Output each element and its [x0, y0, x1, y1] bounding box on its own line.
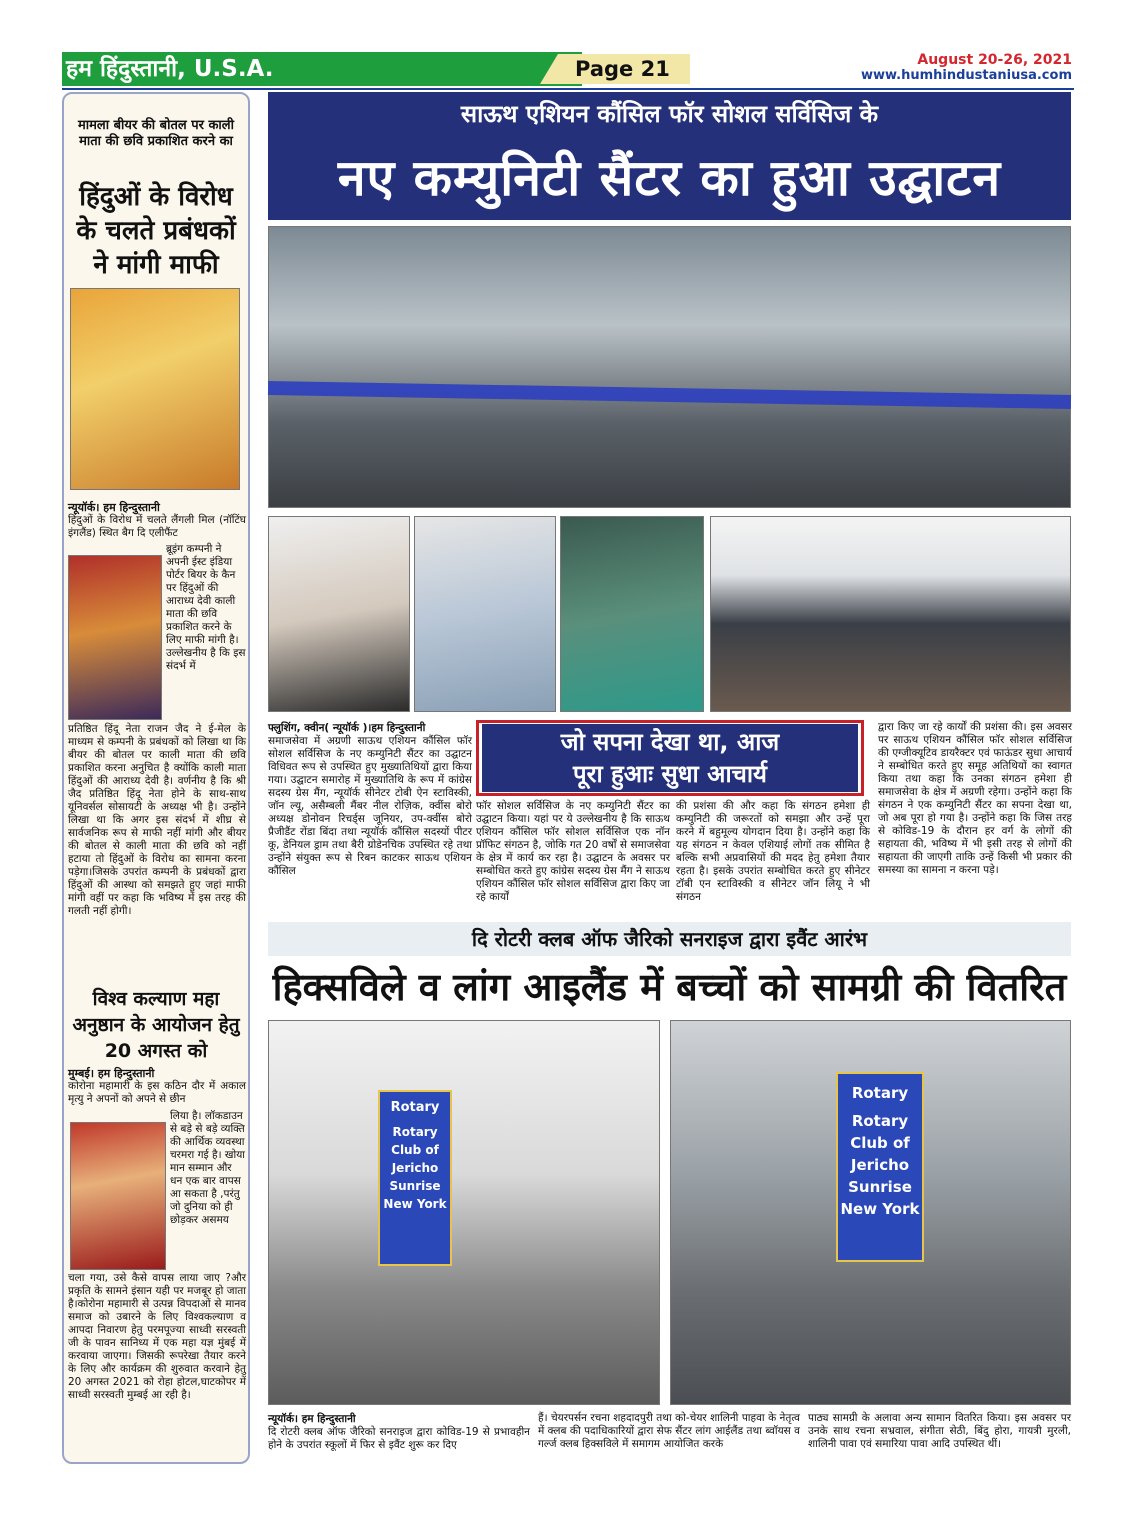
rotary-kicker: दि रोटरी क्लब ऑफ जैरिको सनराइज द्वारा इवैंट आरंभ: [268, 922, 1071, 956]
rotary-dateline: न्यूयॉर्क। हम हिन्दुस्तानी: [268, 1413, 356, 1425]
story2-body-intro: कोरोना महामारी के इस कठिन दौर में अकाल मृत्यु ने अपनों को अपने से छीन: [68, 1080, 246, 1105]
rotary-banner-left: [378, 1090, 452, 1266]
pullquote-line1: जो सपना देखा था, आज: [560, 728, 780, 756]
rotary-photo-left: [268, 1020, 660, 1405]
story1-deck: मामला बीयर की बोतल पर काली माता की छवि प्रकाशित करने का: [78, 118, 234, 149]
story2-headline: विश्व कल्याण महा अनुष्ठान के आयोजन हेतु 20 अगस्त को: [72, 988, 240, 1062]
issue-date: August 20-26, 2021: [917, 52, 1072, 68]
main-story-col3: की प्रशंसा की और कहा कि संगठन हमेशा ही कम्युनिटी की जरूरतों को समझा और उन्हें पूरा करने में बहुमूल्य योगदान दिया है। उन्होंने कहा कि यह संगठन न केवल एशियाई लोगों तक सीमित है बल्कि सभी अप्रवासियों की मदद हेतु हमेशा तैयार रहता है। इसके उपरांत सम्बोधित करते हुए सीनेटर टॉबी एन स्टाविस्की व सीनेटर जॉन लियू ने भी संगठन: [676, 800, 870, 903]
story1-body-main: प्रतिष्ठित हिंदू नेता राजन जैद ने ई-मेल के माध्यम से कम्पनी के प्रबंधकों को लिखा था कि बीयर की बोतल पर काली माता की छवि प्रकाशित करना अनुचित है क्योंकि काली माता हिंदुओं की आराध्य देवी है। वर्णनीय है कि श्री जैद प्रतिष्ठित हिंदू नेता होने के साथ-साथ यूनिवर्सल सोसायटी के अध्यक्ष भी है। उन्होंने लिखा था कि अगर इस संदर्भ में शीघ्र से सार्वजनिक रूप से माफी नहीं मांगी और बीयर की बोतल से काली माता की छवि को नहीं हटाया तो हिंदुओं के विरोध का सामना करना पड़ेगा।जिसके उपरांत कम्पनी के प्रबंधकों द्वारा हिंदुओं की आस्था को समझते हुए जहां माफी मांगी वहीं पर कहा कि भविष्य में इस तरह की गलती नहीं होगी।: [68, 723, 246, 917]
story1-dateline: न्यूयॉर्क। हम हिन्दुस्तानी: [68, 501, 160, 514]
speaker-photo-2: [414, 516, 556, 712]
rotary-banner-text: Rotary Club of Jericho Sunrise New York: [840, 1112, 920, 1218]
rotary-banner-right: [836, 1072, 924, 1262]
story1-body-wrap: ब्रूइंग कम्पनी ने अपनी ईस्ट इंडिया पोर्टर बियर के कैन पर हिंदुओं की आराध्य देवी काली माता की छवि प्रकाशित करने के लिए माफी मांगी है। उल्लेखनीय है कि इस संदर्भ में: [166, 543, 246, 672]
speaker-photo-3: [560, 516, 704, 712]
rotary-headline: हिक्सविले व लांग आइलैंड में बच्चों को सामग्री की वितरित: [272, 965, 1067, 1009]
story2-body-main: चला गया, उसे कैसे वापस लाया जाए ?और प्रकृति के सामने इंसान यही पर मजबूर हो जाता है।कोरोना महामारी से उत्पन्न विपदाओं से मानव समाज को उबारने के लिए विश्वकल्याण व आपदा निवारण हेतु परमपूज्या साध्वी सरस्वती जी के पावन सानिध्य में एक महा यज्ञ मुंबई में करवाया जाएगा। जिसकी रूपरेखा तैयार करने के लिए और कार्यक्रम की शुरुवात करवाने हेतु 20 अगस्त 2021 को रोहा होटल,घाटकोपर में साध्वी सरस्वती मुम्बई आ रही है।: [68, 1272, 246, 1401]
speaker-photo-1: [268, 516, 410, 712]
portrait-photo-sadhvi: [70, 1122, 166, 1270]
story2-dateline: मुम्बई। हम हिन्दुस्तानी: [68, 1067, 155, 1080]
website-link[interactable]: www.humhindustaniusa.com: [860, 68, 1072, 83]
rotary-col1: दि रोटरी क्लब ऑफ जैरिको सनराइज द्वारा कोविड-19 से प्रभावहीन होने के उपरांत स्कूलों में फिर से इवैंट शुरू कर दिए: [268, 1426, 530, 1451]
main-story-col4: द्वारा किए जा रहे कार्यों की प्रशंसा की। इस अवसर पर साऊथ एशियन कौंसिल फॉर सोशल सर्विसिज की एग्जीक्यूटिव डायरैक्टर एवं फाऊंडर सुधा आचार्य ने सम्बोधित करते हुए समूह अतिथियों का स्वागत किया तथा कहा कि उनका संगठन हमेशा ही समाजसेवा के क्षेत्र में अग्रणी रहेगा। उन्होंने कहा कि संगठन ने एक कम्युनिटी सैंटर का सपना देखा था, जो अब पूरा हो गया है। उन्होंने कहा कि जिस तरह से कोविड-19 के दौरान हर वर्ग के लोगों की सहायता की, भविष्य में भी इसी तरह से लोगों की सहायता की जाएगी ताकि उन्हें किसी भी प्रकार की समस्या का सामना न करना पड़े।: [878, 721, 1072, 876]
newspaper-brand: हम हिंदुस्तानी, U.S.A.: [66, 56, 274, 82]
page-number: Page 21: [575, 57, 670, 81]
beer-can-photo: [68, 555, 162, 720]
rotary-logo-text: Rotary: [851, 1084, 909, 1102]
community-center-building-photo: [710, 516, 1071, 712]
story1-headline: हिंदुओं के विरोध के चलते प्रबंधकों ने मांगी माफी: [76, 182, 236, 280]
main-story-col2: फॉर सोशल सर्विसिज के नए कम्युनिटी सैंटर का उद्घाटन किया। यहां पर ये उल्लेखनीय है कि साऊथ एशियन कौंसिल फॉर सोशल सर्विसिज एक नॉन प्रॉफिट संगठन है, जोकि गत 20 वर्षों से समाजसेवा के क्षेत्र में कार्य कर रहा है। उद्घाटन के अवसर पर सम्बोधित करते हुए कांग्रेस सदस्य ग्रेस मैंग ने साऊथ एशियन कौंसिल फॉर सोशल सर्विसिज द्वारा किए जा रहे कार्यों: [476, 800, 670, 903]
story2-body-wrap: लिया है। लॉकडाउन से बड़े से बड़े व्यक्ति की आर्थिक व्यवस्था चरमरा गई है। खोया मान सम्मान और धन एक बार वापस आ सकता है ,परंतु जो दुनिया को ही छोड़कर असमय: [170, 1110, 246, 1226]
main-story-kicker: साऊथ एशियन कौंसिल फॉर सोशल सर्विसिज के: [268, 92, 1071, 136]
rotary-banner-text: Rotary Club of Jericho Sunrise New York: [383, 1125, 447, 1211]
pullquote-line2: पूरा हुआः सुधा आचार्य: [573, 760, 767, 788]
pullquote: [482, 724, 858, 792]
rotary-logo-text: Rotary: [390, 1100, 440, 1115]
ribbon-cutting-photo: [268, 226, 1071, 508]
story1-body-intro: हिंदुओं के विरोध में चलते लैंगली मिल (नॉटिंघ इंगलैंड) स्थित बैग दि एलीफैंट: [68, 514, 246, 539]
rotary-col2: हैं। चेयरपर्सन रचना शहदादपुरी तथा को-चेयर शालिनी पाहवा के नेतृत्व में क्लब की पदाधिकारियों द्वारा सेफ सैंटर लांग आईलैंड तथा ब्वॉयस व गर्ल्ज क्लब हिक्सविले में समागम आयोजित करके: [538, 1412, 800, 1450]
main-story-col1: समाजसेवा में अग्रणी साऊथ एशियन कौंसिल फॉर सोशल सर्विसिज के नए कम्युनिटी सैंटर का उद्घाटन विधिवत रूप से उपस्थित हुए मुख्यातिथियों द्वारा किया गया। उद्घाटन समारोह में मुख्यातिथि के रूप में कांग्रेस सदस्य ग्रेस मैंग, न्यूयॉर्क सीनेटर टोबी ऐन स्टाविस्की, जॉन ल्यू, असैम्बली मैंबर नील रोज़िक, क्वींस बोरो अध्यक्ष डोनोवन रिचर्ड्स जूनियर, उप-क्वींस बोरो प्रैजीडैंट रोंडा बिंदा तथा न्यूयॉर्क कौंसिल सदस्यों पीटर कू, डेनियल ड्राम तथा बैरी ग्रोडेनचिक उपस्थित रहे तथा उन्होंने संयुक्त रूप से रिबन काटकर साऊथ एशियन कौंसिल: [268, 735, 472, 877]
portrait-photo-man: [70, 288, 240, 490]
header-divider: [62, 88, 1074, 90]
rotary-col3: पाठ्य सामग्री के अलावा अन्य सामान वितरित किया। इस अवसर पर उनके साथ रचना सभ्रवाल, संगीता सेठी, बिंदु होरा, गायत्री मुरली, शालिनी पावा एवं समारिया पावा आदि उपस्थित थीं।: [808, 1412, 1071, 1450]
main-story-headline: नए कम्युनिटी सैंटर का हुआ उद्घाटन: [268, 136, 1071, 220]
main-story-dateline: फ्लुशिंग, क्वीन( न्यूयॉर्क )।हम हिन्दुस्तानी: [268, 722, 426, 734]
